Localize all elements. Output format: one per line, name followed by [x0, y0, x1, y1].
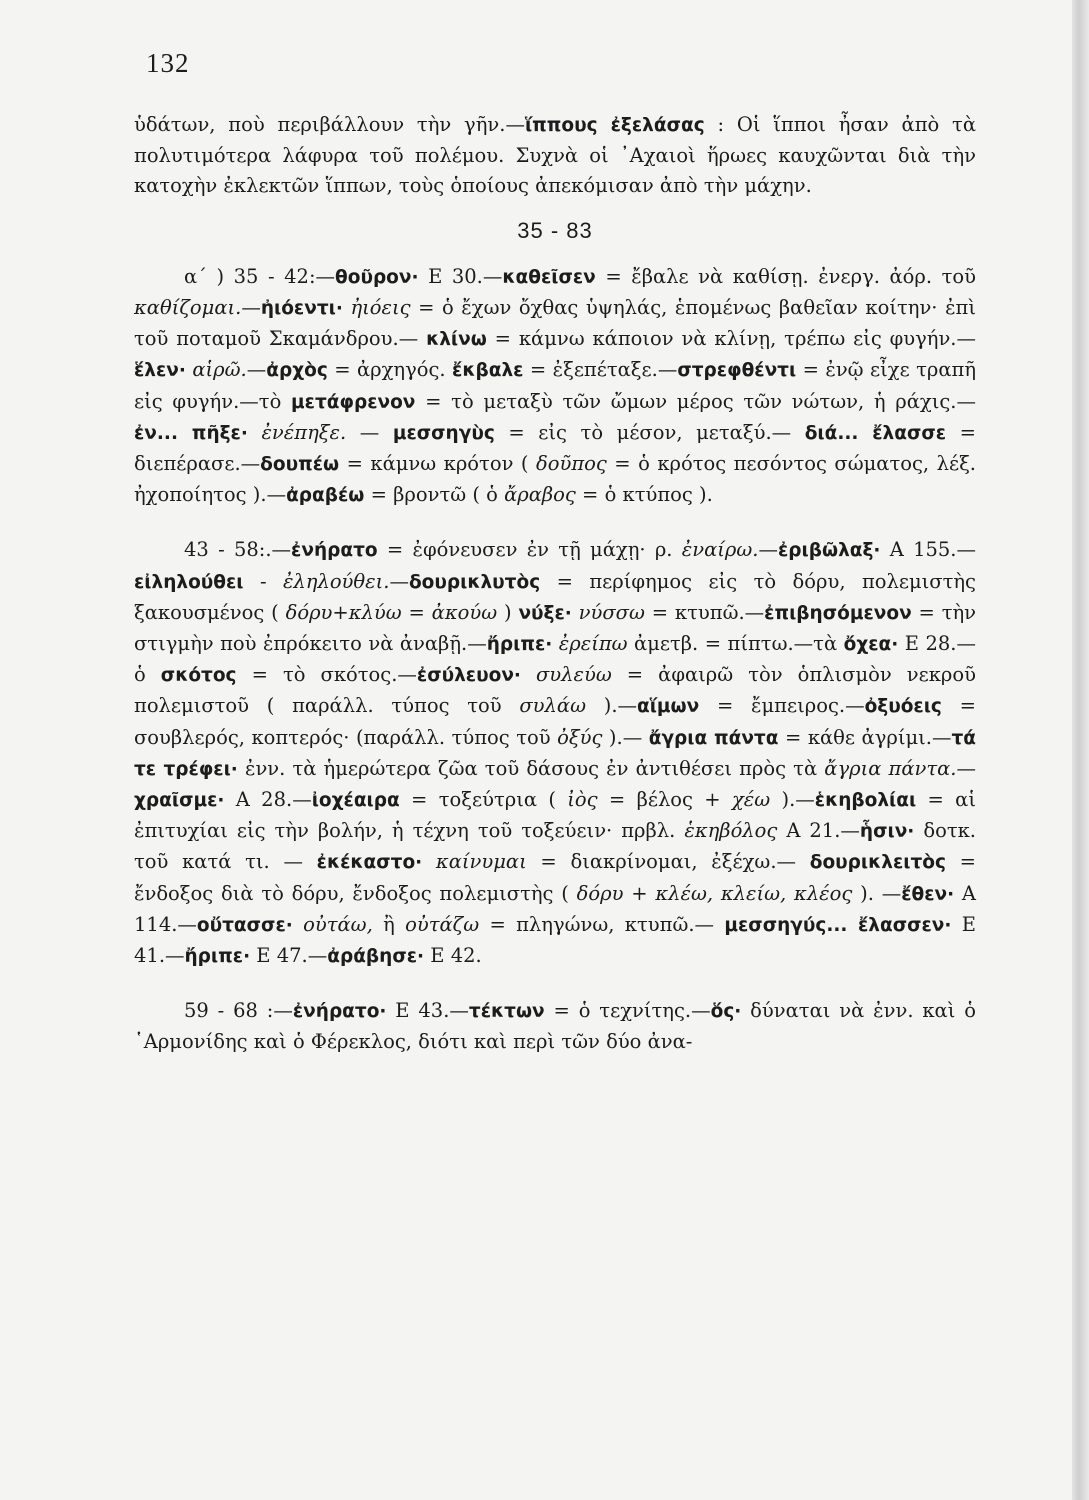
- italic-term: καίνυμαι: [435, 850, 527, 874]
- headword: δουρικλειτὸς: [809, 852, 946, 874]
- headword: ἐνήρατο·: [292, 1001, 387, 1023]
- italic-term: καθίζομαι.: [134, 296, 242, 320]
- gloss-text: = βροντῶ ( ὁ: [364, 483, 505, 507]
- headword: ἑκηβολίαι: [814, 790, 917, 812]
- gloss-text: Ε 41.—: [134, 912, 976, 968]
- headword: στρεφθέντι: [677, 360, 797, 382]
- italic-term: ἐληλούθει.: [282, 569, 390, 593]
- italic-term: ἐνέπηξε.: [261, 420, 347, 444]
- gloss-text: -: [243, 569, 283, 593]
- headword: μετάφρενον: [291, 391, 416, 413]
- gloss-text: —: [389, 569, 409, 593]
- gloss-text: Ε 42.: [424, 944, 482, 968]
- gloss-text: —: [246, 358, 267, 382]
- gloss-text: [422, 850, 436, 873]
- gloss-text: —: [346, 420, 393, 444]
- headword: ἤριπε·: [486, 634, 553, 656]
- gloss-text: Α 114.—: [134, 881, 977, 936]
- italic-term: κλέω, κλείω, κλέος: [655, 881, 853, 905]
- headword: σκότος: [160, 665, 237, 687]
- gloss-text: Ε 47.—: [250, 944, 328, 968]
- headword: ἐκέκαστο·: [316, 852, 423, 874]
- gloss-text: ).—: [585, 694, 638, 718]
- gloss-text: [248, 421, 262, 444]
- gloss-text: 43 - 58:.—: [184, 538, 292, 562]
- commentary-text: [134, 110, 976, 1058]
- headword: δουπέω: [260, 454, 340, 476]
- gloss-text: = βέλος +: [597, 788, 732, 812]
- gloss-text: = περίφημος εἰς τὸ δόρυ, πολεμιστὴς ξακουσμένος (: [134, 569, 976, 624]
- headword: αἵμων: [637, 696, 700, 718]
- gloss-text: +: [623, 881, 656, 905]
- gloss-text: ).—: [602, 725, 649, 749]
- gloss-text: = ἐξεπέταξε.—: [523, 358, 678, 382]
- gloss-text: Α 155.—: [880, 538, 977, 562]
- headword: εἰληλούθει: [134, 571, 244, 593]
- gloss-text: : Οἱ ἵπποι ἦσαν ἀπὸ τὰ πολυτιμότερα λάφυρα τοῦ πολέμου. Συχνὰ οἱ ᾿Αχαιοὶ ἥρωες καυχῶνται διὰ τὴν κατοχὴν ἐκλεκτῶν ἵππων, τοὺς ὁποίους ἀπεκόμισαν ἀπὸ τὴν μάχην.: [134, 113, 976, 198]
- headword: ἠιόεντι·: [260, 298, 343, 320]
- italic-term: ἄραβος: [504, 483, 576, 507]
- italic-term: ἄγρια πάντα.: [824, 756, 957, 780]
- italic-term: ἑκηβόλος: [684, 819, 778, 843]
- gloss-text: —: [758, 538, 778, 562]
- italic-term: οὐτάω,: [303, 912, 373, 936]
- headword: μεσσηγύς... ἔλασσεν·: [724, 914, 952, 936]
- italic-term: συλάω: [519, 694, 586, 718]
- paragraph-intro: [134, 110, 976, 202]
- gloss-text: = ἐνῷ εἶχε τραπῆ εἰς φυγήν.—τὸ: [134, 358, 976, 413]
- gloss-text: Α 21.—: [777, 819, 860, 843]
- headword: ἐσύλευον·: [416, 665, 521, 687]
- gloss-text: = ἀρχηγός.: [327, 358, 453, 382]
- italic-term: ἐρείπω: [558, 632, 628, 656]
- gloss-text: ἢ: [372, 912, 406, 936]
- gloss-text: = αἱ ἐπιτυχίαι εἰς τὴν βολήν, ἡ τέχνη τοῦ τοξεύειν· πρβλ.: [134, 788, 976, 843]
- headword: τέκτων: [468, 1001, 545, 1023]
- gloss-text: = κτυπῶ.—: [644, 600, 765, 624]
- gloss-text: Ε 30.—: [418, 264, 503, 288]
- gloss-text: = ἔμπειρος.—: [699, 694, 865, 718]
- gloss-text: ): [497, 600, 519, 624]
- headword: ἀραβέω: [286, 485, 365, 507]
- gloss-text: = ὁ κτύπος ).: [575, 483, 713, 507]
- italic-term: νύσσω: [578, 600, 645, 624]
- headword: ἔθεν·: [901, 883, 955, 905]
- gloss-text: ἐνν. τὰ ἡμερώτερα ζῶα τοῦ δάσους ἐν ἀντιθέσει πρὸς τὰ: [237, 756, 825, 780]
- italic-term: χέω: [731, 788, 771, 812]
- headword: ὀξυόεις: [864, 696, 942, 718]
- gloss-text: ).—: [770, 788, 815, 812]
- gloss-text: δύναται νὰ ἐνν. καὶ ὁ ῾Αρμονίδης καὶ ὁ Φέρεκλος, διότι καὶ περὶ τῶν δύο ἀνα-: [134, 999, 976, 1054]
- gloss-text: = τὸ μεταξὺ τῶν ὤμων μέρος τῶν νώτων, ἡ ράχις.—: [415, 389, 977, 413]
- headword: ἧσιν·: [859, 821, 915, 843]
- italic-term: οὐτάζω: [405, 912, 480, 936]
- headword: ὅς·: [710, 1001, 742, 1023]
- headword: ἵππους ἐξελάσας: [524, 115, 705, 136]
- headword: δουρικλυτὸς: [408, 571, 541, 593]
- italic-term: ἠιόεις: [350, 296, 411, 320]
- headword: οὔτασσε·: [196, 914, 293, 936]
- headword: ἰοχέαιρα: [311, 790, 400, 812]
- headword: καθεῖσεν: [502, 266, 596, 288]
- gloss-text: = σουβλερός, κοπτερός· (παράλλ. τύπος τοῦ: [134, 694, 976, 749]
- headword: ἀρχὸς: [266, 360, 328, 382]
- headword: ἐριβῶλαξ·: [778, 540, 881, 562]
- gloss-text: = τοξεύτρια (: [399, 788, 568, 812]
- page-number: 132: [146, 48, 190, 78]
- headword: μεσσηγὺς: [392, 422, 495, 444]
- headword: ὄχεα·: [843, 634, 899, 656]
- section-heading: 35 - 83: [517, 217, 593, 243]
- page-edge: [1072, 0, 1089, 1500]
- gloss-text: = ἔβαλε νὰ καθίσῃ. ἐνεργ. ἀόρ. τοῦ: [595, 264, 976, 288]
- italic-term: αἱρῶ.: [192, 358, 247, 382]
- gloss-text: ). —: [852, 881, 902, 905]
- gloss-text: [293, 913, 303, 936]
- headword: ἔκβαλε: [452, 360, 524, 382]
- gloss-text: = κάθε ἀγρίμι.—: [778, 725, 952, 749]
- gloss-text: = κάμνω κάποιον νὰ κλίνῃ, τρέπω εἰς φυγήν.—: [486, 327, 977, 351]
- gloss-text: Α 28.—: [224, 788, 312, 812]
- gloss-text: Ε 43.—: [386, 999, 469, 1023]
- headword: ἕλεν·: [134, 360, 186, 382]
- gloss-text: = τὴν στιγμὴν ποὺ ἐπρόκειτο νὰ ἀναβῇ.—: [134, 600, 977, 656]
- italic-term: δοῦπος: [536, 452, 607, 476]
- headword: ἐπιβησόμενον: [764, 602, 912, 624]
- italic-term: συλεύω: [536, 663, 612, 687]
- headword: χραῖσμε·: [134, 790, 225, 812]
- headword: ἀράβησε·: [327, 946, 425, 968]
- gloss-text: [521, 663, 536, 686]
- gloss-text: = ὁ κρότος πεσόντος σώματος, λέξ. ἠχοποίητος ).—: [134, 452, 977, 507]
- gloss-text: δοτκ. τοῦ κατά τι. —: [134, 819, 976, 874]
- italic-term: δόρυ: [576, 881, 624, 905]
- headword: ἐνήρατο: [291, 540, 378, 562]
- headword: ἤριπε·: [184, 946, 251, 968]
- headword: ἄγρια πάντα: [648, 727, 779, 749]
- headword: τά τε τρέφει·: [134, 727, 977, 780]
- gloss-text: —: [956, 756, 977, 780]
- gloss-text: = ὁ τεχνίτης.—: [544, 999, 711, 1023]
- headword: ἐν... πῆξε·: [134, 422, 248, 444]
- gloss-text: = κάμνω κρότον (: [339, 452, 537, 476]
- gloss-text: = εἰς τὸ μέσον, μεταξύ.—: [494, 420, 805, 444]
- gloss-text: ὑδάτων, ποὺ περιβάλλουν τὴν γῆν.—: [134, 113, 525, 136]
- headword: θοῦρον·: [335, 266, 419, 288]
- paragraph-lines-59-68: [134, 996, 976, 1057]
- paragraph-lines-43-58: [134, 535, 976, 972]
- gloss-text: = ἀφαιρῶ τὸν ὁπλισμὸν νεκροῦ πολεμιστοῦ ( παράλλ. τύπος τοῦ: [134, 663, 976, 718]
- italic-term: ἰὸς: [567, 788, 598, 812]
- italic-term: δόρυ+κλύω = ἀκούω: [285, 600, 498, 624]
- gloss-text: = πληγώνω, κτυπῶ.—: [479, 912, 725, 936]
- headword: διά... ἔλασσε: [804, 422, 947, 444]
- gloss-text: Ε 28.—ὁ: [134, 632, 976, 687]
- headword: νύξε·: [518, 602, 572, 624]
- gloss-text: α΄ ) 35 - 42:—: [184, 264, 336, 288]
- gloss-text: = ἔνδοξος διὰ τὸ δόρυ, ἔνδοξος πολεμιστὴς (: [134, 850, 976, 905]
- gloss-text: ἀμετβ. = πίπτω.—τὰ: [627, 632, 844, 656]
- gloss-text: = διεπέρασε.—: [134, 420, 977, 476]
- gloss-text: = ἐφόνευσεν ἐν τῇ μάχῃ· ρ.: [377, 538, 682, 562]
- gloss-text: 59 - 68 :—: [184, 999, 293, 1023]
- gloss-text: = διακρίνομαι, ἐξέχω.—: [526, 850, 810, 874]
- gloss-text: [572, 601, 579, 624]
- headword: κλίνω: [426, 329, 487, 351]
- italic-term: ὀξύς: [557, 725, 603, 749]
- gloss-text: —: [241, 296, 261, 320]
- gloss-text: = ὁ ἔχων ὄχθας ὑψηλάς, ἑπομένως βαθεῖαν κοίτην· ἐπὶ τοῦ ποταμοῦ Σκαμάνδρου.—: [134, 296, 976, 351]
- paragraph-lines-35-42: [134, 262, 976, 512]
- gloss-text: = τὸ σκότος.—: [236, 663, 417, 687]
- italic-term: ἐναίρω.: [681, 538, 759, 562]
